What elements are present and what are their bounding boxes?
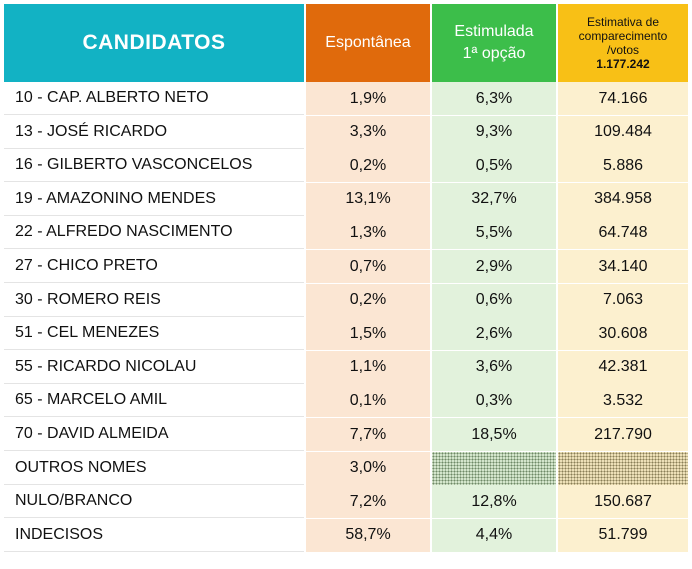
- candidate-name: 30 - ROMERO REIS: [4, 284, 304, 317]
- candidate-name: INDECISOS: [4, 519, 304, 552]
- estimulada-value: 18,5%: [432, 418, 556, 451]
- candidate-name: 22 - ALFREDO NASCIMENTO: [4, 216, 304, 249]
- estimulada-value: 2,6%: [432, 317, 556, 350]
- table-row: [0, 418, 692, 451]
- votos-value: 217.790: [558, 418, 688, 451]
- candidate-name: NULO/BRANCO: [4, 485, 304, 518]
- candidate-name: 55 - RICARDO NICOLAU: [4, 351, 304, 384]
- table-row: [0, 82, 692, 115]
- estimulada-value: 6,3%: [432, 82, 556, 115]
- estimulada-value: 0,3%: [432, 384, 556, 417]
- espontanea-value: 0,2%: [306, 149, 430, 182]
- votos-value: 64.748: [558, 216, 688, 249]
- votos-value: 30.608: [558, 317, 688, 350]
- candidate-name: 51 - CEL MENEZES: [4, 317, 304, 350]
- header-votos-total: 1.177.242: [596, 57, 650, 71]
- estimulada-value: 2,9%: [432, 250, 556, 283]
- candidate-name: 27 - CHICO PRETO: [4, 250, 304, 283]
- table-row: [0, 250, 692, 283]
- votos-value: 5.886: [558, 149, 688, 182]
- espontanea-value: 7,2%: [306, 485, 430, 518]
- table-row: [0, 116, 692, 149]
- estimulada-value: 9,3%: [432, 116, 556, 149]
- votos-value: 109.484: [558, 116, 688, 149]
- header-estimulada: [432, 4, 556, 82]
- espontanea-value: 1,3%: [306, 216, 430, 249]
- header-votos-line2: comparecimento: [578, 29, 668, 43]
- table-row: [0, 317, 692, 350]
- votos-value: 42.381: [558, 351, 688, 384]
- candidate-name: 13 - JOSÉ RICARDO: [4, 116, 304, 149]
- espontanea-value: 7,7%: [306, 418, 430, 451]
- header-candidatos: [4, 4, 304, 82]
- table-row: [0, 149, 692, 182]
- estimulada-value: 3,6%: [432, 351, 556, 384]
- header-votos-line1: Estimativa de: [586, 15, 660, 29]
- votos-value: 7.063: [558, 284, 688, 317]
- header-estimulada-line2: 1ª opção: [462, 45, 526, 62]
- espontanea-value: 58,7%: [306, 519, 430, 552]
- estimulada-value: 5,5%: [432, 216, 556, 249]
- estimulada-value: 12,8%: [432, 485, 556, 518]
- table-row: [0, 183, 692, 216]
- header-estimulada-line1: Estimulada: [454, 23, 534, 40]
- table-row: [0, 216, 692, 249]
- estimulada-value: [432, 452, 556, 485]
- header-candidatos-label: CANDIDATOS: [82, 31, 226, 54]
- votos-value: [558, 452, 688, 485]
- espontanea-value: 3,0%: [306, 452, 430, 485]
- espontanea-value: 1,5%: [306, 317, 430, 350]
- header-votos: [558, 4, 688, 82]
- table-row: [0, 452, 692, 485]
- header-espontanea-label: Espontânea: [325, 34, 411, 51]
- candidate-name: OUTROS NOMES: [4, 452, 304, 485]
- header-votos-line3: /votos: [606, 43, 639, 57]
- espontanea-value: 0,2%: [306, 284, 430, 317]
- votos-value: 51.799: [558, 519, 688, 552]
- estimulada-value: 0,6%: [432, 284, 556, 317]
- espontanea-value: 0,1%: [306, 384, 430, 417]
- votos-value: 74.166: [558, 82, 688, 115]
- votos-value: 3.532: [558, 384, 688, 417]
- votos-value: 384.958: [558, 183, 688, 216]
- candidate-name: 10 - CAP. ALBERTO NETO: [4, 82, 304, 115]
- table-row: [0, 351, 692, 384]
- table-row: [0, 284, 692, 317]
- espontanea-value: 0,7%: [306, 250, 430, 283]
- table-row: [0, 519, 692, 552]
- estimulada-value: 4,4%: [432, 519, 556, 552]
- candidate-name: 16 - GILBERTO VASCONCELOS: [4, 149, 304, 182]
- espontanea-value: 3,3%: [306, 116, 430, 149]
- candidate-name: 70 - DAVID ALMEIDA: [4, 418, 304, 451]
- espontanea-value: 13,1%: [306, 183, 430, 216]
- espontanea-value: 1,9%: [306, 82, 430, 115]
- estimulada-value: 32,7%: [432, 183, 556, 216]
- estimulada-value: 0,5%: [432, 149, 556, 182]
- table-row: [0, 384, 692, 417]
- candidate-name: 19 - AMAZONINO MENDES: [4, 183, 304, 216]
- votos-value: 34.140: [558, 250, 688, 283]
- candidate-name: 65 - MARCELO AMIL: [4, 384, 304, 417]
- espontanea-value: 1,1%: [306, 351, 430, 384]
- header-espontanea: [306, 4, 430, 82]
- votos-value: 150.687: [558, 485, 688, 518]
- table-row: [0, 485, 692, 518]
